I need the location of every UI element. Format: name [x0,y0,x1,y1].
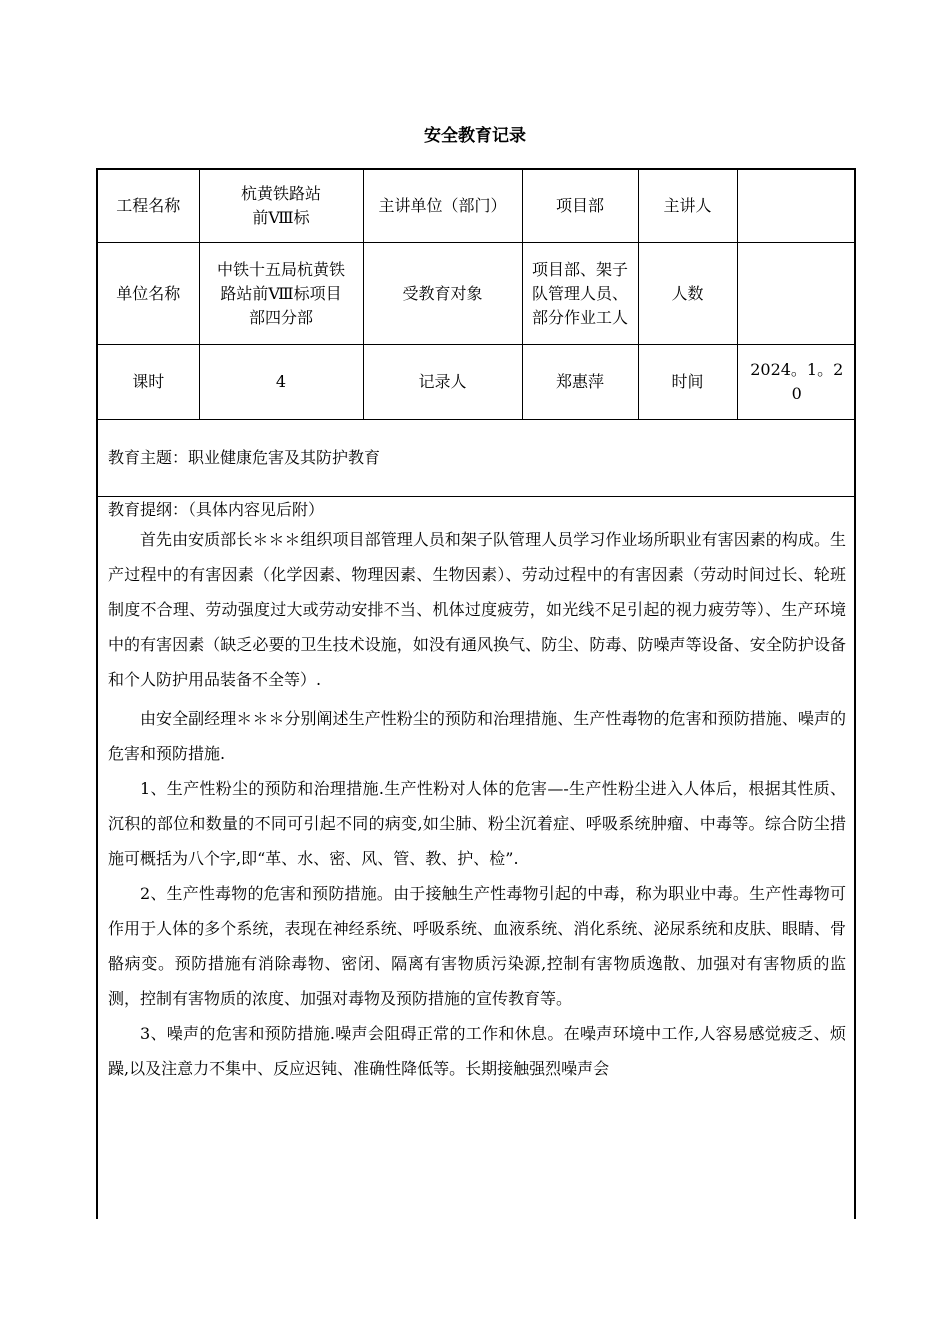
lecturer-value [737,169,855,243]
project-name-label: 工程名称 [97,169,199,243]
outline-paragraph: 由安全副经理＊＊＊分别阐述生产性粉尘的预防和治理措施、生产性毒物的危害和预防措施、噪声的危害和预防措施. [108,709,846,763]
safety-education-record-table [96,168,856,1219]
lecturer-label: 主讲人 [638,169,737,243]
lecturer-unit-value: 项目部 [522,169,638,243]
project-name-value: 杭黄铁路站前Ⅷ标 [199,169,363,243]
outline-paragraph: 2、生产性毒物的危害和预防措施。由于接触生产性毒物引起的中毒，称为职业中毒。生产性毒物可作用于人体的多个系统，表现在神经系统、呼吸系统、血液系统、消化系统、泌尿系统和皮肤、眼睛、骨骼病变。预防措施有消除毒物、密闭、隔离有害物质污染源,控制有害物质逸散、加强对有害物质的监测，控制有害物质的浓度、加强对毒物及预防措施的宣传教育等。 [108,884,846,1008]
recorder-label: 记录人 [363,345,522,420]
table-row [97,420,855,497]
outline-paragraph: 1、生产性粉尘的预防和治理措施.生产性粉对人体的危害—-生产性粉尘进入人体后，根据其性质、沉积的部位和数量的不同可引起不同的病变,如尘肺、粉尘沉着症、呼吸系统肿瘤、中毒等。综合防尘措施可概括为八个字,即“革、水、密、风、管、教、护、检”. [108,779,846,868]
education-theme: 教育主题：职业健康危害及其防护教育 [97,420,855,497]
recorder-value: 郑惠萍 [522,345,638,420]
lecturer-unit-label: 主讲单位（部门） [363,169,522,243]
count-label: 人数 [638,243,737,345]
outline-paragraph: 3、噪声的危害和预防措施.噪声会阻碍正常的工作和休息。在噪声环境中工作,人容易感觉疲乏、烦躁,以及注意力不集中、反应迟钝、准确性降低等。长期接触强烈噪声会 [108,1024,846,1078]
outline-paragraph: 首先由安质部长＊＊＊组织项目部管理人员和架子队管理人员学习作业场所职业有害因素的构成。生产过程中的有害因素（化学因素、物理因素、生物因素）、劳动过程中的有害因素（劳动时间过长、轮班制度不合理、劳动强度过大或劳动安排不当、机体过度疲劳，如光线不足引起的视力疲劳等）、生产环境中的有害因素（缺乏必要的卫生技术设施，如没有通风换气、防尘、防毒、防噪声等设备、安全防护设备和个人防护用品装备不全等）. [108,530,846,689]
hours-value: 4 [199,345,363,420]
table-row [97,169,855,243]
page-title: 安全教育记录 [424,126,526,146]
table-row [97,497,855,1220]
unit-name-value: 中铁十五局杭黄铁路站前Ⅷ标项目部四分部 [199,243,363,345]
unit-name-label: 单位名称 [97,243,199,345]
audience-label: 受教育对象 [363,243,522,345]
table-row [97,243,855,345]
education-outline [108,497,846,1219]
time-value: 2024。1。20 [737,345,855,420]
education-outline-cell [97,497,855,1220]
hours-label: 课时 [97,345,199,420]
audience-value: 项目部、架子队管理人员、部分作业工人 [522,243,638,345]
time-label: 时间 [638,345,737,420]
outline-label: 教育提纲：（具体内容见后附） [108,500,325,519]
count-value [737,243,855,345]
table-row [97,345,855,420]
